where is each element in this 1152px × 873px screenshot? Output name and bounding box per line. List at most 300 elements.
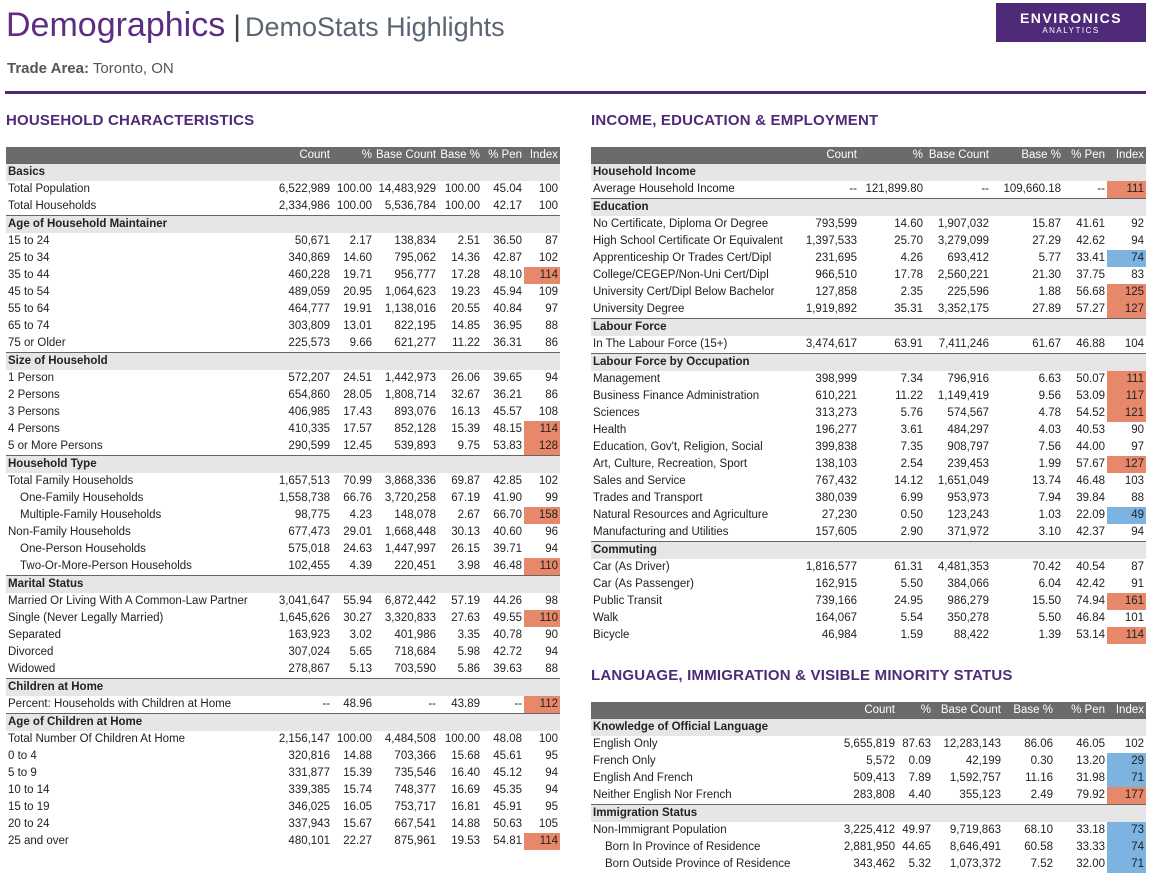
value-cell: 42.85 <box>493 475 522 487</box>
value-cell: 0.09 <box>908 755 931 767</box>
value-cell: 50,671 <box>294 235 330 247</box>
row-label: Walk <box>593 612 619 624</box>
value-cell: 5,536,784 <box>384 200 436 212</box>
category-label: Immigration Status <box>591 805 1146 823</box>
row-label: 5 or More Persons <box>8 440 103 452</box>
table-row <box>591 267 1146 284</box>
trade-area-value: Toronto, ON <box>92 60 174 77</box>
value-cell: 401,986 <box>394 629 436 641</box>
value-cell: 162,915 <box>815 578 857 590</box>
table-row <box>591 736 1146 753</box>
index-cell: 98 <box>545 595 558 607</box>
value-cell: 572,207 <box>288 372 330 384</box>
row-label: Health <box>593 424 627 436</box>
table-row <box>6 318 560 335</box>
index-cell: 71 <box>1107 770 1146 787</box>
value-cell: 17.43 <box>343 406 372 418</box>
value-cell: 852,128 <box>394 423 436 435</box>
table-row <box>6 524 560 541</box>
value-cell: -- <box>322 698 330 710</box>
value-cell: 7.35 <box>900 441 923 453</box>
value-cell: 164,067 <box>815 612 857 624</box>
value-cell: 1,907,032 <box>937 218 989 230</box>
category-row <box>6 216 560 234</box>
value-cell: 3,041,647 <box>278 595 330 607</box>
value-cell: 42.62 <box>1076 235 1105 247</box>
value-cell: 7.52 <box>1030 858 1053 870</box>
table-row <box>6 627 560 644</box>
value-cell: 7.34 <box>900 373 923 385</box>
column-header <box>6 147 268 164</box>
value-cell: -- <box>849 183 857 195</box>
table-row <box>6 833 560 850</box>
row-label: 55 to 64 <box>8 303 50 315</box>
row-label: English Only <box>593 738 658 750</box>
value-cell: 3.10 <box>1038 526 1061 538</box>
value-cell: 4.40 <box>908 789 931 801</box>
row-label: Born Outside Province of Residence <box>605 858 791 870</box>
value-cell: 30.13 <box>451 526 480 538</box>
value-cell: 44.00 <box>1076 441 1105 453</box>
row-label: Total Number Of Children At Home <box>8 733 186 745</box>
value-cell: 41.61 <box>1076 218 1105 230</box>
value-cell: 410,335 <box>288 423 330 435</box>
table-row <box>6 370 560 387</box>
value-cell: 22.27 <box>343 835 372 847</box>
table-row <box>6 661 560 679</box>
row-label: Non-Immigrant Population <box>593 824 727 836</box>
index-cell: 112 <box>524 696 560 714</box>
value-cell: 2,881,950 <box>843 841 895 853</box>
value-cell: 68.10 <box>1024 824 1053 836</box>
value-cell: 30.27 <box>343 612 372 624</box>
index-cell: 29 <box>1107 753 1146 770</box>
value-cell: 278,867 <box>288 663 330 675</box>
value-cell: 15.67 <box>343 818 372 830</box>
index-cell: 86 <box>545 389 558 401</box>
category-label: Basics <box>6 164 560 182</box>
row-label: 3 Persons <box>8 406 60 418</box>
row-label: Average Household Income <box>593 183 735 195</box>
index-cell: 94 <box>1131 235 1144 247</box>
environics-logo <box>996 3 1146 42</box>
index-cell: 73 <box>1107 822 1146 839</box>
value-cell: 3,352,175 <box>937 303 989 315</box>
value-cell: 1,816,577 <box>805 561 857 573</box>
value-cell: 196,277 <box>815 424 857 436</box>
section-title-income: INCOME, EDUCATION & EMPLOYMENT <box>591 112 879 129</box>
value-cell: 148,078 <box>394 509 436 521</box>
column-header: Base % <box>1003 702 1055 719</box>
row-label: Multiple-Family Households <box>20 509 162 521</box>
category-row <box>6 714 560 732</box>
row-label: Total Family Households <box>8 475 134 487</box>
table-row <box>591 856 1146 873</box>
value-cell: 29.01 <box>343 526 372 538</box>
table-row <box>591 336 1146 354</box>
index-cell: 94 <box>545 646 558 658</box>
category-label: Size of Household <box>6 353 560 371</box>
index-cell: 102 <box>1124 738 1144 750</box>
value-cell: 15.50 <box>1032 595 1061 607</box>
value-cell: 667,541 <box>394 818 436 830</box>
value-cell: 33.41 <box>1076 252 1105 264</box>
index-cell: 125 <box>1107 284 1146 301</box>
value-cell: 27.29 <box>1032 235 1061 247</box>
category-label: Education <box>591 199 1146 217</box>
value-cell: 14.88 <box>451 818 480 830</box>
value-cell: 7,411,246 <box>938 338 989 350</box>
value-cell: 3,225,412 <box>843 824 895 836</box>
index-cell: 121 <box>1107 405 1146 422</box>
value-cell: 2.67 <box>457 509 480 521</box>
logo-line1: ENVIRONICS <box>1019 10 1123 26</box>
table-row <box>6 267 560 284</box>
category-label: Household Type <box>6 456 560 474</box>
value-cell: 40.78 <box>493 629 522 641</box>
value-cell: 63.91 <box>894 338 923 350</box>
value-cell: 35.31 <box>894 303 923 315</box>
index-cell: 117 <box>1107 388 1146 405</box>
value-cell: 384,066 <box>947 578 989 590</box>
value-cell: 307,024 <box>288 646 330 658</box>
table-row <box>591 388 1146 405</box>
value-cell: 4.03 <box>1038 424 1061 436</box>
table-row <box>6 404 560 421</box>
row-label: English And French <box>593 772 693 784</box>
index-cell: 127 <box>1107 456 1146 473</box>
value-cell: 3.35 <box>457 629 480 641</box>
index-cell: 87 <box>545 235 558 247</box>
value-cell: 621,277 <box>394 337 436 349</box>
index-cell: 94 <box>545 784 558 796</box>
value-cell: 2.35 <box>900 286 923 298</box>
row-label: Car (As Driver) <box>593 561 670 573</box>
value-cell: 43.89 <box>451 698 480 710</box>
value-cell: 39.63 <box>493 663 522 675</box>
value-cell: 3.02 <box>349 629 372 641</box>
row-label: 5 to 9 <box>8 767 37 779</box>
value-cell: 2,560,221 <box>937 269 989 281</box>
value-cell: 2.51 <box>457 235 480 247</box>
value-cell: 12,283,143 <box>943 738 1001 750</box>
value-cell: 39.65 <box>493 372 522 384</box>
value-cell: 13.74 <box>1032 475 1061 487</box>
value-cell: 37.75 <box>1076 269 1105 281</box>
value-cell: 489,059 <box>288 286 330 298</box>
value-cell: -- <box>981 183 989 195</box>
row-label: Divorced <box>8 646 54 658</box>
index-cell: 95 <box>545 801 558 813</box>
value-cell: 79.92 <box>1076 789 1105 801</box>
value-cell: 14.88 <box>343 750 372 762</box>
value-cell: 69.87 <box>451 475 480 487</box>
value-cell: 45.91 <box>493 801 522 813</box>
table-row <box>6 765 560 782</box>
value-cell: 3,279,099 <box>937 235 989 247</box>
table-row <box>591 559 1146 576</box>
row-label: University Cert/Dipl Below Bachelor <box>593 286 775 298</box>
value-cell: -- <box>1097 183 1105 195</box>
value-cell: 66.76 <box>343 492 372 504</box>
row-label: In The Labour Force (15+) <box>593 338 728 350</box>
trade-area <box>7 60 174 77</box>
index-cell: 128 <box>524 438 560 456</box>
value-cell: 460,228 <box>288 269 330 281</box>
category-label: Commuting <box>591 542 1146 560</box>
value-cell: 27.63 <box>451 612 480 624</box>
value-cell: 1,397,533 <box>805 235 857 247</box>
row-label: Art, Culture, Recreation, Sport <box>593 458 748 470</box>
table-row <box>591 507 1146 524</box>
value-cell: 15.39 <box>343 767 372 779</box>
value-cell: 46.88 <box>1076 338 1105 350</box>
value-cell: 283,808 <box>853 789 895 801</box>
value-cell: 54.81 <box>493 835 522 847</box>
category-label: Age of Children at Home <box>6 714 560 732</box>
value-cell: 355,123 <box>959 789 1001 801</box>
table-row <box>6 301 560 318</box>
value-cell: -- <box>428 698 436 710</box>
table-row <box>591 593 1146 610</box>
value-cell: 14,483,929 <box>378 183 436 195</box>
column-header: % Pen <box>1055 702 1107 719</box>
value-cell: 7.56 <box>1038 441 1061 453</box>
row-label: High School Certificate Or Equivalent <box>593 235 783 247</box>
value-cell: 15.87 <box>1032 218 1061 230</box>
table-row <box>591 181 1146 199</box>
index-cell: 102 <box>538 252 558 264</box>
value-cell: 56.68 <box>1076 286 1105 298</box>
value-cell: 138,834 <box>394 235 436 247</box>
value-cell: 54.52 <box>1076 407 1105 419</box>
table-row <box>591 839 1146 856</box>
row-label: Born In Province of Residence <box>605 841 761 853</box>
value-cell: 50.07 <box>1076 373 1105 385</box>
row-label: 25 and over <box>8 835 69 847</box>
value-cell: 26.06 <box>451 372 480 384</box>
index-cell: 100 <box>538 200 558 212</box>
index-cell: 87 <box>1131 561 1144 573</box>
value-cell: 748,377 <box>394 784 436 796</box>
value-cell: 1,651,049 <box>937 475 989 487</box>
value-cell: 4.26 <box>900 252 923 264</box>
value-cell: 48.10 <box>493 269 522 281</box>
value-cell: 45.61 <box>493 750 522 762</box>
value-cell: 44.26 <box>493 595 522 607</box>
index-cell: 95 <box>545 750 558 762</box>
value-cell: 48.08 <box>493 733 522 745</box>
value-cell: 45.12 <box>493 767 522 779</box>
row-label: Education, Gov't, Religion, Social <box>593 441 763 453</box>
value-cell: 14.60 <box>894 218 923 230</box>
value-cell: 27.89 <box>1032 303 1061 315</box>
index-cell: 90 <box>545 629 558 641</box>
value-cell: 45.57 <box>493 406 522 418</box>
value-cell: 15.74 <box>343 784 372 796</box>
value-cell: 21.30 <box>1032 269 1061 281</box>
value-cell: 16.40 <box>451 767 480 779</box>
table-row <box>6 644 560 661</box>
index-cell: 161 <box>1107 593 1146 610</box>
index-cell: 177 <box>1107 787 1146 805</box>
row-label: Total Population <box>8 183 90 195</box>
value-cell: 121,899.80 <box>865 183 923 195</box>
value-cell: 45.94 <box>493 286 522 298</box>
value-cell: 3,320,833 <box>384 612 436 624</box>
value-cell: 32.00 <box>1076 858 1105 870</box>
value-cell: 40.60 <box>493 526 522 538</box>
value-cell: 24.95 <box>894 595 923 607</box>
value-cell: 6.04 <box>1038 578 1061 590</box>
value-cell: 60.58 <box>1024 841 1053 853</box>
category-row <box>6 353 560 371</box>
index-cell: 102 <box>538 475 558 487</box>
value-cell: 100.00 <box>444 183 480 195</box>
value-cell: 1,919,892 <box>805 303 857 315</box>
value-cell: 100.00 <box>336 733 372 745</box>
value-cell: 86.06 <box>1024 738 1053 750</box>
value-cell: 36.31 <box>493 337 522 349</box>
value-cell: 956,777 <box>394 269 436 281</box>
value-cell: 5.86 <box>457 663 480 675</box>
value-cell: 1,592,757 <box>949 772 1001 784</box>
value-cell: 40.84 <box>493 303 522 315</box>
index-cell: 100 <box>538 733 558 745</box>
index-cell: 103 <box>1124 475 1144 487</box>
value-cell: 313,273 <box>815 407 857 419</box>
value-cell: 380,039 <box>815 492 857 504</box>
value-cell: 2.90 <box>900 526 923 538</box>
table-row <box>591 822 1146 839</box>
index-cell: 91 <box>1131 578 1144 590</box>
value-cell: 19.71 <box>343 269 372 281</box>
income-education-employment-table <box>591 147 1146 644</box>
row-label: Business Finance Administration <box>593 390 760 402</box>
value-cell: 70.99 <box>343 475 372 487</box>
index-cell: 105 <box>538 818 558 830</box>
value-cell: 45.04 <box>493 183 522 195</box>
index-cell: 94 <box>545 543 558 555</box>
row-label: 75 or Older <box>8 337 66 349</box>
value-cell: 67.19 <box>451 492 480 504</box>
page-subtitle: DemoStats Highlights <box>245 12 505 42</box>
value-cell: 331,877 <box>288 767 330 779</box>
table-row <box>6 799 560 816</box>
category-label: Marital Status <box>6 576 560 594</box>
value-cell: 3,474,617 <box>805 338 857 350</box>
table-row <box>6 198 560 216</box>
value-cell: 654,860 <box>288 389 330 401</box>
row-label: Widowed <box>8 663 56 675</box>
category-label: Knowledge of Official Language <box>591 719 1146 737</box>
value-cell: 44.65 <box>902 841 931 853</box>
table-row <box>591 233 1146 250</box>
household-characteristics-table <box>6 147 560 850</box>
value-cell: 20.55 <box>451 303 480 315</box>
value-cell: 875,961 <box>394 835 436 847</box>
table-row <box>591 405 1146 422</box>
table-row <box>6 387 560 404</box>
value-cell: 464,777 <box>288 303 330 315</box>
value-cell: 11.16 <box>1025 772 1053 784</box>
row-label: Two-Or-More-Person Households <box>20 560 192 572</box>
table-row <box>6 335 560 353</box>
index-cell: 110 <box>524 610 560 627</box>
value-cell: 42.87 <box>493 252 522 264</box>
value-cell: 49.55 <box>493 612 522 624</box>
value-cell: 88,422 <box>953 629 989 641</box>
category-row <box>591 319 1146 337</box>
table-row <box>591 627 1146 644</box>
value-cell: 25.70 <box>894 235 923 247</box>
row-label: Car (As Passenger) <box>593 578 694 590</box>
value-cell: 100.00 <box>444 200 480 212</box>
table-row <box>6 541 560 558</box>
value-cell: 1,073,372 <box>949 858 1001 870</box>
value-cell: 1,442,973 <box>384 372 436 384</box>
row-label: Natural Resources and Agriculture <box>593 509 769 521</box>
value-cell: 6,522,989 <box>278 183 330 195</box>
value-cell: 739,166 <box>815 595 857 607</box>
table-row <box>6 558 560 576</box>
table-row <box>591 422 1146 439</box>
value-cell: 5.98 <box>457 646 480 658</box>
value-cell: 16.69 <box>451 784 480 796</box>
title-separator: | <box>233 10 242 43</box>
value-cell: 399,838 <box>815 441 857 453</box>
row-label: 45 to 54 <box>8 286 50 298</box>
index-cell: 86 <box>545 337 558 349</box>
row-label: Non-Family Households <box>8 526 131 538</box>
page-title: Demographics <box>6 6 226 44</box>
value-cell: 225,573 <box>288 337 330 349</box>
value-cell: 406,985 <box>288 406 330 418</box>
value-cell: 46.48 <box>1076 475 1105 487</box>
table-row <box>591 456 1146 473</box>
value-cell: 1.59 <box>900 629 923 641</box>
index-cell: 108 <box>538 406 558 418</box>
index-cell: 92 <box>1131 218 1144 230</box>
row-label: Apprenticeship Or Trades Cert/Dipl <box>593 252 772 264</box>
value-cell: 677,473 <box>288 526 330 538</box>
table-row <box>591 490 1146 507</box>
value-cell: 8,646,491 <box>949 841 1001 853</box>
table-row <box>6 473 560 490</box>
index-cell: 101 <box>1124 612 1144 624</box>
value-cell: 46.84 <box>1076 612 1105 624</box>
table-row <box>6 610 560 627</box>
value-cell: 337,943 <box>288 818 330 830</box>
table-row <box>591 371 1146 388</box>
value-cell: 4,481,353 <box>937 561 989 573</box>
value-cell: 718,684 <box>394 646 436 658</box>
table-row <box>6 284 560 301</box>
value-cell: 42,199 <box>965 755 1001 767</box>
value-cell: 574,567 <box>947 407 989 419</box>
row-label: University Degree <box>593 303 685 315</box>
category-label: Age of Household Maintainer <box>6 216 560 234</box>
value-cell: 48.15 <box>493 423 522 435</box>
language-immigration-table <box>591 702 1146 873</box>
value-cell: 9.56 <box>1038 390 1061 402</box>
index-cell: 71 <box>1107 856 1146 873</box>
value-cell: 2,156,147 <box>278 733 330 745</box>
value-cell: 1,447,997 <box>384 543 436 555</box>
value-cell: 11.22 <box>895 390 923 402</box>
value-cell: 350,278 <box>947 612 989 624</box>
value-cell: 33.33 <box>1076 841 1105 853</box>
